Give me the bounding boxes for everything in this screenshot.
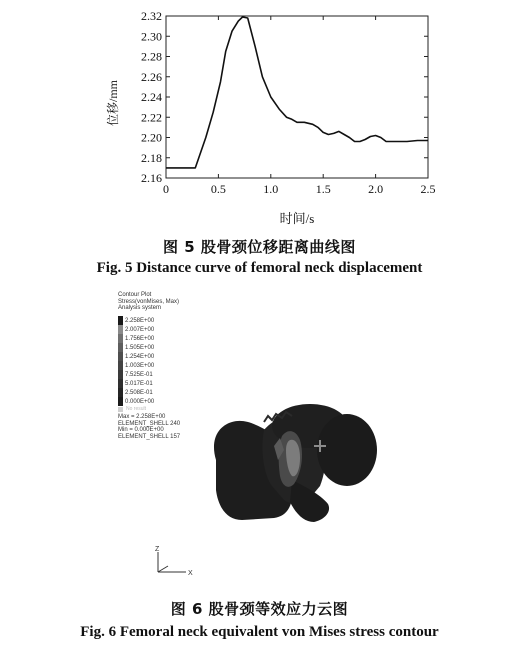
plot-frame xyxy=(166,16,428,178)
legend-swatch xyxy=(118,325,123,334)
stats-line: ELEMENT_SHELL 157 xyxy=(118,433,181,440)
plot-title-block xyxy=(118,292,179,312)
legend-row xyxy=(118,370,154,379)
legend-swatch xyxy=(118,370,123,379)
legend-value-label: 2.258E+00 xyxy=(125,317,155,324)
plot-title-line: Analysis system xyxy=(118,305,162,312)
plot-title-line: Stress(vonMises, Max) xyxy=(118,298,180,305)
legend-value-label: 7.525E-01 xyxy=(125,371,153,378)
x-tick-label: 2.0 xyxy=(368,182,384,196)
legend-value-label: 1.505E+00 xyxy=(125,344,155,351)
legend-swatch xyxy=(118,361,123,370)
x-tick-label: 2.5 xyxy=(420,182,436,196)
legend-swatch xyxy=(118,352,123,361)
figure5-caption-en: Fig. 5 Distance curve of femoral neck displacement xyxy=(96,260,423,276)
axis-triad-icon xyxy=(150,544,200,580)
figure5-caption-cn: 图 5 股骨颈位移距离曲线图 xyxy=(163,238,356,256)
stats-line: ELEMENT_SHELL 240 xyxy=(118,420,181,427)
femoral-head-right xyxy=(317,414,377,486)
x-tick-label: 1.5 xyxy=(315,182,331,196)
y-tick-label: 2.16 xyxy=(141,171,162,185)
legend-no-result xyxy=(118,406,146,412)
y-tick-label: 2.30 xyxy=(141,29,162,44)
legend-value-label: 2.007E+00 xyxy=(125,326,155,333)
triad-x-label: X xyxy=(188,570,193,577)
y-axis-label: 位移/mm xyxy=(106,79,120,127)
displacement-series-line xyxy=(166,17,428,168)
chart-axes xyxy=(166,16,428,178)
legend-row xyxy=(118,379,154,388)
legend-row xyxy=(118,334,154,343)
x-tick-label: 1.0 xyxy=(263,182,279,196)
stats-line: Max = 2.258E+00 xyxy=(118,414,166,420)
legend-swatch xyxy=(118,316,123,325)
legend-row xyxy=(118,343,154,352)
no-result-swatch xyxy=(118,407,123,412)
x-axis-label: 时间/s xyxy=(279,211,315,226)
y-tick-label: 2.20 xyxy=(141,130,162,145)
x-tick-label: 0 xyxy=(163,182,169,196)
legend-swatch xyxy=(118,388,123,397)
legend-swatch xyxy=(118,379,123,388)
figure6-contour-panel xyxy=(114,290,438,586)
figure6-caption-en: Fig. 6 Femoral neck equivalent von Mises stress contour xyxy=(80,624,439,640)
plot-title-line: Contour Plot xyxy=(118,292,152,298)
x-tick-label: 0.5 xyxy=(210,182,226,196)
y-tick-label: 2.22 xyxy=(141,110,162,125)
legend-value-label: 0.000E+00 xyxy=(125,398,155,405)
no-result-label: No result xyxy=(126,406,147,412)
legend-row xyxy=(118,316,154,325)
legend-value-label: 1.756E+00 xyxy=(125,335,155,342)
chart-canvas xyxy=(0,0,519,232)
y-tick-label: 2.24 xyxy=(141,90,162,104)
figure6-caption-cn: 图 6 股骨颈等效应力云图 xyxy=(170,600,349,618)
legend-swatch xyxy=(118,334,123,343)
y-axis-line xyxy=(158,566,168,572)
legend-value-label: 1.254E+00 xyxy=(125,353,155,360)
y-tick-label: 2.28 xyxy=(141,49,162,64)
legend-row xyxy=(118,388,154,397)
plot-stats-block xyxy=(118,414,180,440)
triad-z-label: Z xyxy=(155,546,160,553)
legend-row xyxy=(118,361,154,370)
legend-value-label: 1.003E+00 xyxy=(125,362,155,369)
contour-legend xyxy=(118,316,154,406)
y-tick-label: 2.18 xyxy=(141,150,162,165)
y-tick-label: 2.26 xyxy=(141,69,162,84)
stats-line: Min = 0.000E+00 xyxy=(118,427,164,434)
y-tick-label: 2.32 xyxy=(141,9,162,23)
legend-row xyxy=(118,325,154,334)
legend-value-label: 5.017E-01 xyxy=(125,380,153,387)
figure5-chart xyxy=(0,0,519,232)
legend-row xyxy=(118,397,154,406)
legend-value-label: 2.508E-01 xyxy=(125,389,153,396)
legend-swatch xyxy=(118,397,123,406)
chart-series xyxy=(166,17,428,168)
legend-swatch xyxy=(118,343,123,352)
legend-row xyxy=(118,352,154,361)
